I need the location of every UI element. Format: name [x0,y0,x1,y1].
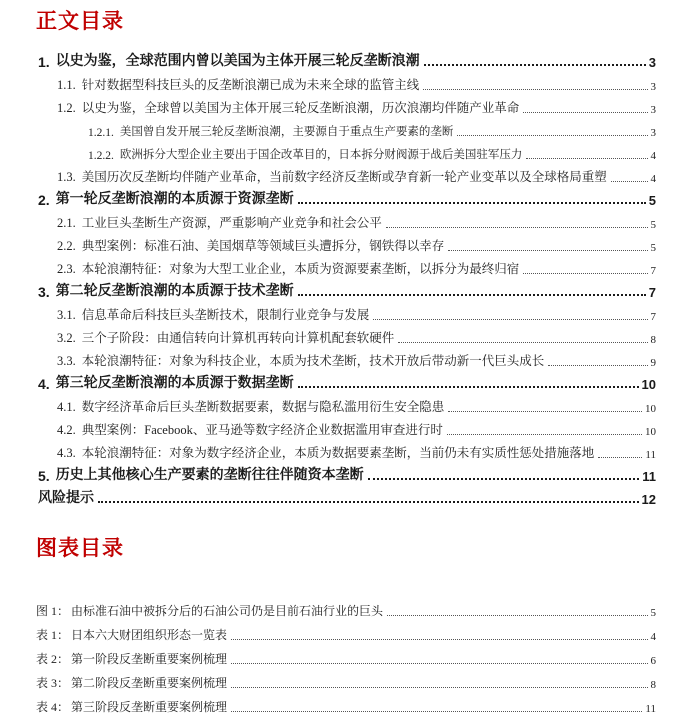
entry-text: 由标准石油中被拆分后的石油公司仍是目前石油行业的巨头 [71,604,384,618]
entry-number: 1.2.2. [88,150,114,162]
dotted-leader [231,663,647,664]
toc-entry[interactable] [38,484,656,507]
entry-number: 2.1. [57,216,76,230]
entry-text: 本轮浪潮特征：对象为数字经济企业，本质为数据要素垄断，当前仍未有实质性惩处措施落地 [81,446,595,460]
entry-page-number: 9 [650,357,656,369]
main-toc-list [36,47,656,507]
toc-entry[interactable] [88,139,656,162]
entry-page-number: 10 [641,377,656,392]
dotted-leader [447,434,642,435]
dotted-leader [98,501,639,503]
toc-entry[interactable] [38,369,656,392]
entry-page-number: 10 [645,403,656,415]
toc-entry[interactable] [57,438,656,461]
entry-number: 3.1. [57,308,76,322]
entry-page-number: 3 [650,81,656,93]
dotted-leader [231,639,647,640]
entry-text: 信息革命后科技巨头垄断技术，限制行业竞争与发展 [81,308,370,322]
figures-toc-list [36,595,656,715]
entry-number: 1.3. [57,170,76,184]
toc-entry[interactable] [57,300,656,323]
figure-toc-entry[interactable] [36,691,656,715]
entry-number: 5. [38,468,50,484]
toc-entry[interactable] [57,346,656,369]
entry-number: 2. [38,192,50,208]
dotted-leader [231,711,642,712]
entry-page-number: 7 [650,265,656,277]
entry-text: 典型案例：标准石油、美国烟草等领域巨头遭拆分，钢铁得以幸存 [81,239,445,253]
dotted-leader [386,227,648,228]
dotted-leader [298,294,646,296]
entry-page-number: 11 [645,703,656,715]
entry-text: 本轮浪潮特征：对象为科技企业，本质为技术垄断，技术开放后带动新一代巨头成长 [81,354,545,368]
toc-entry[interactable] [38,461,656,484]
toc-entry[interactable] [57,231,656,254]
entry-page-number: 3 [650,127,656,139]
dotted-leader [598,457,642,458]
entry-page-number: 3 [650,104,656,116]
entry-page-number: 11 [645,449,656,461]
entry-page-number: 12 [641,492,656,507]
dotted-leader [448,250,647,251]
entry-text: 欧洲拆分大型企业主要出于国企改革目的，日本拆分财阀源于战后美国驻军压力 [119,149,523,161]
entry-page-number: 4 [650,150,656,162]
entry-number: 3.2. [57,331,76,345]
entry-text: 本轮浪潮特征：对象为大型工业企业，本质为资源要素垄断，以拆分为最终归宿 [81,262,520,276]
dotted-leader [457,135,647,136]
entry-text: 以史为鉴，全球曾以美国为主体开展三轮反垄断浪潮，历次浪潮均伴随产业革命 [81,101,520,115]
toc-entry[interactable] [57,162,656,185]
entry-text: 第三轮反垄断浪潮的本质源于数据垄断 [55,374,294,390]
entry-number: 表 3： [36,676,70,690]
entry-text: 三个子阶段：由通信转向计算机再转向计算机配套软硬件 [81,331,395,345]
entry-page-number: 10 [645,426,656,438]
dotted-leader [523,273,647,274]
entry-page-number: 11 [642,469,656,484]
entry-page-number: 7 [650,311,656,323]
entry-text: 以史为鉴，全球范围内曾以美国为主体开展三轮反垄断浪潮 [55,52,420,68]
toc-entry[interactable] [88,116,656,139]
entry-number: 表 1： [36,628,70,642]
dotted-leader [373,319,647,320]
entry-text: 风险提示 [38,489,94,505]
figures-toc-title: 图表目录 [36,537,124,560]
figure-toc-entry[interactable] [36,619,656,643]
entry-number: 2.3. [57,262,76,276]
figure-toc-entry[interactable] [36,667,656,691]
entry-number: 表 4： [36,700,70,714]
entry-page-number: 5 [650,242,656,254]
dotted-leader [398,342,647,343]
dotted-leader [526,158,647,159]
toc-entry[interactable] [57,93,656,116]
dotted-leader [387,615,647,616]
entry-number: 表 2： [36,652,70,666]
entry-number: 1.2.1. [88,127,114,139]
entry-text: 日本六大财团组织形态一览表 [71,628,228,642]
entry-text: 美国曾自发开展三轮反垄断浪潮，主要源自于重点生产要素的垄断 [119,126,454,138]
entry-text: 第二阶段反垄断重要案例梳理 [71,676,228,690]
dotted-leader [424,64,646,66]
entry-text: 第一阶段反垄断重要案例梳理 [71,652,228,666]
dotted-leader [298,202,646,204]
dotted-leader [423,89,647,90]
entry-page-number: 7 [648,285,656,300]
entry-page-number: 3 [648,55,656,70]
entry-number: 1. [38,54,50,70]
entry-page-number: 4 [650,631,656,643]
toc-entry[interactable] [57,254,656,277]
entry-text: 工业巨头垄断生产资源，严重影响产业竞争和社会公平 [81,216,382,230]
entry-text: 针对数据型科技巨头的反垄断浪潮已成为未来全球的监管主线 [81,78,420,92]
entry-text: 第三阶段反垄断重要案例梳理 [71,700,228,714]
entry-number: 3.3. [57,354,76,368]
toc-entry[interactable] [57,415,656,438]
figure-toc-entry[interactable] [36,643,656,667]
entry-number: 1.2. [57,101,76,115]
entry-text: 数字经济革命后巨头垄断数据要素，数据与隐私滥用衍生安全隐患 [81,400,445,414]
entry-number: 3. [38,284,50,300]
entry-text: 第一轮反垄断浪潮的本质源于资源垄断 [55,190,294,206]
toc-entry[interactable] [38,277,656,300]
entry-page-number: 8 [650,679,656,691]
entry-page-number: 4 [650,173,656,185]
dotted-leader [548,365,647,366]
main-toc-title: 正文目录 [36,10,124,33]
toc-entry[interactable] [57,70,656,93]
entry-number: 4.1. [57,400,76,414]
entry-number: 图 1： [36,604,70,618]
entry-number: 1.1. [57,78,76,92]
dotted-leader [298,386,639,388]
entry-page-number: 5 [650,607,656,619]
entry-text: 历史上其他核心生产要素的垄断往往伴随资本垄断 [55,466,364,482]
toc-entry[interactable] [38,185,656,208]
entry-number: 4. [38,376,50,392]
entry-page-number: 5 [648,193,656,208]
entry-text: 美国历次反垄断均伴随产业革命，当前数字经济反垄断或孕育新一轮产业变革以及全球格局重塑 [81,170,607,184]
entry-page-number: 8 [650,334,656,346]
toc-entry[interactable] [38,47,656,70]
entry-number: 2.2. [57,239,76,253]
dotted-leader [611,181,648,182]
entry-page-number: 5 [650,219,656,231]
entry-number: 4.2. [57,423,76,437]
dotted-leader [231,687,647,688]
dotted-leader [448,411,642,412]
entry-text: 典型案例：Facebook、亚马逊等数字经济企业数据滥用审查进行时 [81,423,443,437]
dotted-leader [523,112,647,113]
entry-text: 第二轮反垄断浪潮的本质源于技术垄断 [55,282,294,298]
dotted-leader [368,478,640,480]
toc-entry[interactable] [57,208,656,231]
figure-toc-entry[interactable] [36,595,656,619]
entry-page-number: 6 [650,655,656,667]
toc-entry[interactable] [57,392,656,415]
toc-entry[interactable] [57,323,656,346]
entry-number: 4.3. [57,446,76,460]
